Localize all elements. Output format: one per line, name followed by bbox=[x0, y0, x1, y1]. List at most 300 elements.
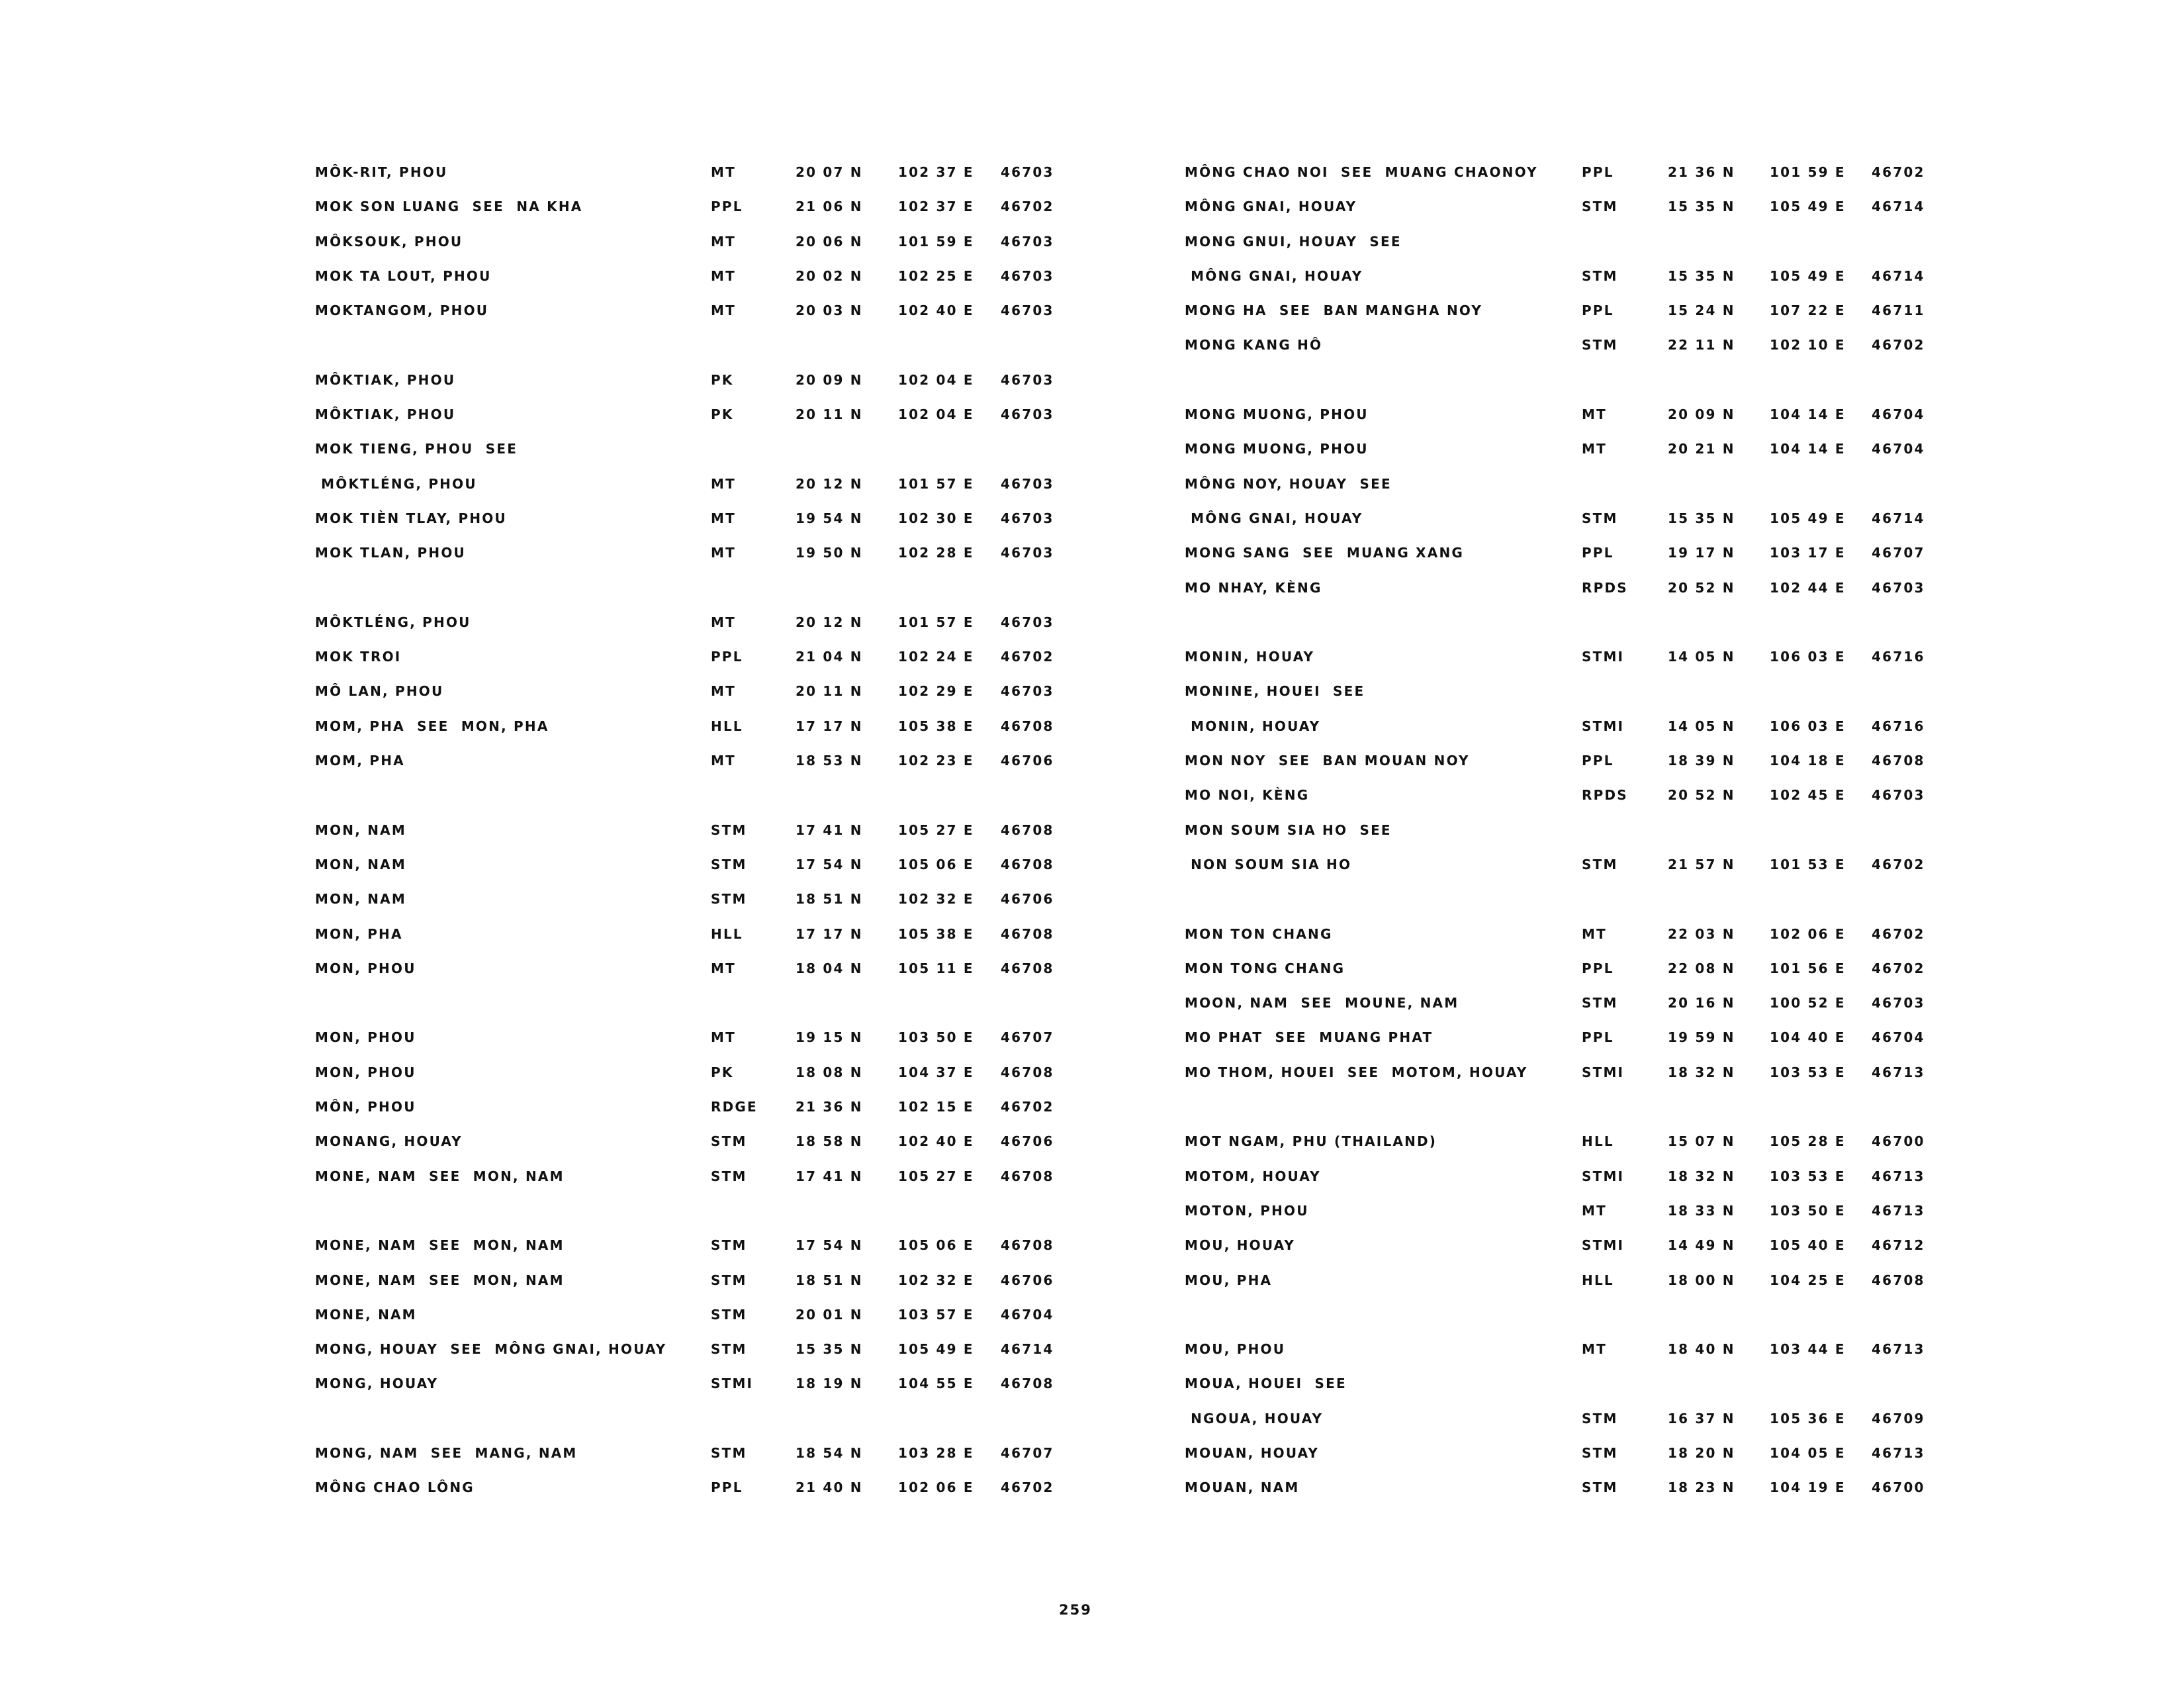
map-sheet: 46706 bbox=[1001, 1272, 1054, 1288]
latitude: 20 16 N bbox=[1668, 995, 1735, 1011]
latitude: 20 52 N bbox=[1668, 787, 1735, 804]
section-gap bbox=[1185, 361, 1946, 396]
map-sheet: 46702 bbox=[1872, 960, 1925, 976]
latitude: 14 05 N bbox=[1668, 649, 1735, 665]
map-sheet: 46713 bbox=[1872, 1168, 1925, 1184]
latitude: 18 54 N bbox=[796, 1444, 863, 1461]
map-sheet: 46714 bbox=[1872, 267, 1925, 284]
feature-class: PK bbox=[711, 1064, 734, 1080]
gazetteer-entry bbox=[315, 430, 1076, 465]
gazetteer-entry bbox=[315, 465, 1076, 500]
place-name: MOK TIÈN TLAY, PHOU bbox=[315, 510, 507, 526]
map-sheet: 46703 bbox=[1001, 233, 1054, 250]
gazetteer-entry bbox=[1185, 154, 1946, 188]
map-sheet: 46707 bbox=[1001, 1444, 1054, 1461]
place-name: MON, PHOU bbox=[315, 1029, 416, 1046]
gazetteer-entry bbox=[315, 1262, 1076, 1296]
latitude: 22 03 N bbox=[1668, 925, 1735, 942]
latitude: 19 50 N bbox=[796, 545, 863, 561]
latitude: 15 07 N bbox=[1668, 1133, 1735, 1150]
map-sheet: 46713 bbox=[1872, 1202, 1925, 1219]
longitude: 103 53 E bbox=[1770, 1168, 1846, 1184]
place-name: MOKTANGOM, PHOU bbox=[315, 303, 489, 319]
map-sheet: 46703 bbox=[1001, 371, 1054, 388]
feature-class: PPL bbox=[711, 1479, 743, 1496]
longitude: 102 04 E bbox=[898, 371, 974, 388]
latitude: 18 58 N bbox=[796, 1133, 863, 1150]
map-sheet: 46708 bbox=[1001, 856, 1054, 872]
gazetteer-entry bbox=[315, 500, 1076, 534]
gazetteer-entry bbox=[315, 846, 1076, 880]
map-sheet: 46700 bbox=[1872, 1479, 1925, 1496]
gazetteer-entry bbox=[1185, 1469, 1946, 1503]
latitude: 17 41 N bbox=[796, 821, 863, 838]
longitude: 103 44 E bbox=[1770, 1341, 1846, 1358]
feature-class: STM bbox=[711, 1306, 747, 1323]
place-name: MOTON, PHOU bbox=[1185, 1202, 1309, 1219]
latitude: 18 20 N bbox=[1668, 1444, 1735, 1461]
map-sheet: 46703 bbox=[1001, 303, 1054, 319]
place-name: MÔN, PHOU bbox=[315, 1099, 416, 1115]
map-sheet: 46708 bbox=[1001, 718, 1054, 734]
latitude: 18 33 N bbox=[1668, 1202, 1735, 1219]
longitude: 105 36 E bbox=[1770, 1410, 1846, 1427]
longitude: 103 17 E bbox=[1770, 545, 1846, 561]
map-sheet: 46711 bbox=[1872, 303, 1925, 319]
longitude: 102 06 E bbox=[898, 1479, 974, 1496]
gazetteer-entry bbox=[1185, 708, 1946, 742]
longitude: 101 53 E bbox=[1770, 856, 1846, 872]
longitude: 107 22 E bbox=[1770, 303, 1846, 319]
feature-class: MT bbox=[1582, 1341, 1607, 1358]
place-name: MO PHAT SEE MUANG PHAT bbox=[1185, 1029, 1433, 1046]
place-name: MONE, NAM SEE MON, NAM bbox=[315, 1272, 565, 1288]
longitude: 102 37 E bbox=[898, 199, 974, 215]
latitude: 18 04 N bbox=[796, 960, 863, 976]
place-name: MONG MUONG, PHOU bbox=[1185, 441, 1369, 457]
place-name: MÔKTIAK, PHOU bbox=[315, 406, 456, 423]
gazetteer-entry bbox=[1185, 534, 1946, 569]
longitude: 105 49 E bbox=[898, 1341, 974, 1358]
longitude: 106 03 E bbox=[1770, 649, 1846, 665]
map-sheet: 46716 bbox=[1872, 649, 1925, 665]
map-sheet: 46703 bbox=[1001, 510, 1054, 526]
feature-class: STM bbox=[711, 891, 747, 908]
gazetteer-entry bbox=[1185, 742, 1946, 776]
place-name: MÔ LAN, PHOU bbox=[315, 683, 444, 700]
longitude: 102 28 E bbox=[898, 545, 974, 561]
gazetteer-entry bbox=[1185, 258, 1946, 292]
latitude: 17 41 N bbox=[796, 1168, 863, 1184]
place-name: MON SOUM SIA HO SEE bbox=[1185, 821, 1392, 838]
feature-class: MT bbox=[711, 753, 736, 769]
feature-class: STM bbox=[711, 1272, 747, 1288]
feature-class: MT bbox=[1582, 925, 1607, 942]
latitude: 20 09 N bbox=[1668, 406, 1735, 423]
map-sheet: 46703 bbox=[1001, 614, 1054, 630]
map-sheet: 46704 bbox=[1001, 1306, 1054, 1323]
map-sheet: 46702 bbox=[1001, 649, 1054, 665]
map-sheet: 46703 bbox=[1872, 995, 1925, 1011]
gazetteer-entry bbox=[315, 708, 1076, 742]
map-sheet: 46703 bbox=[1001, 545, 1054, 561]
feature-class: MT bbox=[711, 475, 736, 492]
longitude: 101 59 E bbox=[1770, 164, 1846, 180]
longitude: 103 50 E bbox=[898, 1029, 974, 1046]
place-name: MONE, NAM SEE MON, NAM bbox=[315, 1237, 565, 1254]
longitude: 105 06 E bbox=[898, 856, 974, 872]
feature-class: MT bbox=[711, 303, 736, 319]
place-name: MONG, HOUAY SEE MÔNG GNAI, HOUAY bbox=[315, 1341, 667, 1358]
feature-class: STMI bbox=[1582, 1168, 1625, 1184]
feature-class: MT bbox=[711, 614, 736, 630]
place-name: MONIN, HOUAY bbox=[1185, 649, 1315, 665]
place-name: MÔNG CHAO LÔNG bbox=[315, 1479, 475, 1496]
feature-class: STMI bbox=[1582, 1064, 1625, 1080]
feature-class: PPL bbox=[1582, 303, 1614, 319]
gazetteer-entry bbox=[1185, 1054, 1946, 1088]
feature-class: PPL bbox=[1582, 960, 1614, 976]
feature-class: STM bbox=[711, 1341, 747, 1358]
map-sheet: 46708 bbox=[1001, 821, 1054, 838]
place-name: MOK TIENG, PHOU SEE bbox=[315, 441, 518, 457]
map-sheet: 46708 bbox=[1872, 1272, 1925, 1288]
place-name: MON, PHOU bbox=[315, 960, 416, 976]
feature-class: STMI bbox=[711, 1376, 754, 1392]
feature-class: MT bbox=[711, 233, 736, 250]
gazetteer-entry bbox=[315, 880, 1076, 915]
map-sheet: 46708 bbox=[1001, 1237, 1054, 1254]
map-sheet: 46703 bbox=[1001, 475, 1054, 492]
map-sheet: 46706 bbox=[1001, 753, 1054, 769]
place-name: MON TONG CHANG bbox=[1185, 960, 1345, 976]
longitude: 104 40 E bbox=[1770, 1029, 1846, 1046]
latitude: 17 54 N bbox=[796, 856, 863, 872]
gazetteer-entry bbox=[1185, 1434, 1946, 1469]
feature-class: MT bbox=[711, 164, 736, 180]
map-sheet: 46703 bbox=[1001, 267, 1054, 284]
map-sheet: 46702 bbox=[1872, 337, 1925, 353]
longitude: 104 05 E bbox=[1770, 1444, 1846, 1461]
gazetteer-entry bbox=[315, 534, 1076, 569]
latitude: 18 51 N bbox=[796, 891, 863, 908]
place-name: MOK TA LOUT, PHOU bbox=[315, 267, 492, 284]
latitude: 18 08 N bbox=[796, 1064, 863, 1080]
gazetteer-entry bbox=[1185, 1019, 1946, 1053]
longitude: 105 40 E bbox=[1770, 1237, 1846, 1254]
gazetteer-entry bbox=[315, 950, 1076, 984]
place-name: MO THOM, HOUEI SEE MOTOM, HOUAY bbox=[1185, 1064, 1528, 1080]
latitude: 15 35 N bbox=[1668, 199, 1735, 215]
place-name: MOK TROI bbox=[315, 649, 402, 665]
gazetteer-entry bbox=[315, 292, 1076, 326]
latitude: 18 39 N bbox=[1668, 753, 1735, 769]
place-name: MON, PHOU bbox=[315, 1064, 416, 1080]
latitude: 18 00 N bbox=[1668, 1272, 1735, 1288]
longitude: 102 40 E bbox=[898, 303, 974, 319]
longitude: 104 18 E bbox=[1770, 753, 1846, 769]
latitude: 18 53 N bbox=[796, 753, 863, 769]
longitude: 101 57 E bbox=[898, 614, 974, 630]
feature-class: STM bbox=[711, 1444, 747, 1461]
gazetteer-entry bbox=[315, 812, 1076, 846]
latitude: 22 11 N bbox=[1668, 337, 1735, 353]
map-sheet: 46704 bbox=[1872, 406, 1925, 423]
gazetteer-entry bbox=[1185, 396, 1946, 430]
latitude: 20 52 N bbox=[1668, 579, 1735, 596]
feature-class: STM bbox=[1582, 856, 1618, 872]
map-sheet: 46703 bbox=[1001, 406, 1054, 423]
place-name: MÔKTLÉNG, PHOU bbox=[315, 475, 477, 492]
gazetteer-entry bbox=[315, 604, 1076, 638]
gazetteer-entry bbox=[1185, 846, 1946, 880]
latitude: 20 03 N bbox=[796, 303, 863, 319]
feature-class: STM bbox=[711, 1133, 747, 1150]
feature-class: STMI bbox=[1582, 649, 1625, 665]
latitude: 20 07 N bbox=[796, 164, 863, 180]
place-name: MOM, PHA SEE MON, PHA bbox=[315, 718, 549, 734]
gazetteer-entry bbox=[1185, 326, 1946, 361]
feature-class: MT bbox=[711, 683, 736, 700]
latitude: 21 06 N bbox=[796, 199, 863, 215]
place-name: MONG MUONG, PHOU bbox=[1185, 406, 1369, 423]
place-name: MOU, PHA bbox=[1185, 1272, 1273, 1288]
map-sheet: 46707 bbox=[1872, 545, 1925, 561]
place-name: MOTOM, HOUAY bbox=[1185, 1168, 1321, 1184]
gazetteer-entry bbox=[1185, 1227, 1946, 1261]
place-name: MON, PHA bbox=[315, 925, 403, 942]
feature-class: HLL bbox=[711, 718, 743, 734]
map-sheet: 46714 bbox=[1872, 510, 1925, 526]
map-sheet: 46703 bbox=[1872, 579, 1925, 596]
place-name: MOON, NAM SEE MOUNE, NAM bbox=[1185, 995, 1459, 1011]
place-name: MÔNG GNAI, HOUAY bbox=[1185, 199, 1357, 215]
section-gap bbox=[315, 776, 1076, 811]
feature-class: MT bbox=[711, 1029, 736, 1046]
map-sheet: 46702 bbox=[1001, 1099, 1054, 1115]
place-name: NON SOUM SIA HO bbox=[1185, 856, 1352, 872]
longitude: 102 40 E bbox=[898, 1133, 974, 1150]
longitude: 104 37 E bbox=[898, 1064, 974, 1080]
longitude: 105 49 E bbox=[1770, 510, 1846, 526]
map-sheet: 46708 bbox=[1872, 753, 1925, 769]
gazetteer-entry bbox=[1185, 1400, 1946, 1434]
latitude: 17 54 N bbox=[796, 1237, 863, 1254]
place-name: MON, NAM bbox=[315, 891, 406, 908]
place-name: MONG GNUI, HOUAY SEE bbox=[1185, 233, 1402, 250]
gazetteer-entry bbox=[315, 1331, 1076, 1365]
feature-class: STM bbox=[1582, 1444, 1618, 1461]
feature-class: STM bbox=[1582, 1479, 1618, 1496]
section-gap bbox=[315, 569, 1076, 604]
gazetteer-entry bbox=[315, 1123, 1076, 1157]
gazetteer-entry bbox=[1185, 1365, 1946, 1399]
latitude: 20 11 N bbox=[796, 406, 863, 423]
section-gap bbox=[315, 1400, 1076, 1434]
gazetteer-entry bbox=[315, 258, 1076, 292]
feature-class: PK bbox=[711, 371, 734, 388]
place-name: MONG, HOUAY bbox=[315, 1376, 439, 1392]
latitude: 21 04 N bbox=[796, 649, 863, 665]
place-name: MÔKTIAK, PHOU bbox=[315, 371, 456, 388]
place-name: MÔNG NOY, HOUAY SEE bbox=[1185, 475, 1392, 492]
gazetteer-entry bbox=[1185, 915, 1946, 950]
latitude: 19 17 N bbox=[1668, 545, 1735, 561]
feature-class: HLL bbox=[711, 925, 743, 942]
feature-class: PPL bbox=[711, 199, 743, 215]
place-name: MON NOY SEE BAN MOUAN NOY bbox=[1185, 753, 1470, 769]
gazetteer-entry bbox=[1185, 569, 1946, 604]
feature-class: STM bbox=[1582, 267, 1618, 284]
feature-class: RPDS bbox=[1582, 787, 1628, 804]
longitude: 102 24 E bbox=[898, 649, 974, 665]
map-sheet: 46703 bbox=[1001, 164, 1054, 180]
place-name: MONE, NAM bbox=[315, 1306, 417, 1323]
place-name: MO NHAY, KÈNG bbox=[1185, 579, 1322, 596]
gazetteer-entry bbox=[1185, 638, 1946, 673]
longitude: 101 56 E bbox=[1770, 960, 1846, 976]
latitude: 20 12 N bbox=[796, 614, 863, 630]
longitude: 103 57 E bbox=[898, 1306, 974, 1323]
place-name: MONG HA SEE BAN MANGHA NOY bbox=[1185, 303, 1483, 319]
map-sheet: 46702 bbox=[1872, 925, 1925, 942]
longitude: 106 03 E bbox=[1770, 718, 1846, 734]
gazetteer-entry bbox=[315, 188, 1076, 222]
longitude: 102 06 E bbox=[1770, 925, 1846, 942]
map-sheet: 46704 bbox=[1872, 441, 1925, 457]
feature-class: HLL bbox=[1582, 1272, 1614, 1288]
section-gap bbox=[1185, 1296, 1946, 1331]
left-column bbox=[315, 154, 1076, 1504]
gazetteer-entry bbox=[1185, 776, 1946, 811]
latitude: 19 15 N bbox=[796, 1029, 863, 1046]
map-sheet: 46708 bbox=[1001, 1168, 1054, 1184]
feature-class: STM bbox=[1582, 995, 1618, 1011]
feature-class: HLL bbox=[1582, 1133, 1614, 1150]
section-gap bbox=[1185, 1088, 1946, 1123]
latitude: 20 09 N bbox=[796, 371, 863, 388]
feature-class: MT bbox=[711, 510, 736, 526]
gazetteer-entry bbox=[1185, 984, 1946, 1019]
place-name: MÔKTLÉNG, PHOU bbox=[315, 614, 471, 630]
section-gap bbox=[315, 1192, 1076, 1227]
gazetteer-entry bbox=[1185, 812, 1946, 846]
latitude: 17 17 N bbox=[796, 718, 863, 734]
place-name: MONIN, HOUAY bbox=[1185, 718, 1321, 734]
map-sheet: 46702 bbox=[1872, 164, 1925, 180]
map-sheet: 46702 bbox=[1001, 1479, 1054, 1496]
map-sheet: 46709 bbox=[1872, 1410, 1925, 1427]
map-sheet: 46706 bbox=[1001, 1133, 1054, 1150]
longitude: 102 29 E bbox=[898, 683, 974, 700]
longitude: 105 06 E bbox=[898, 1237, 974, 1254]
map-sheet: 46716 bbox=[1872, 718, 1925, 734]
gazetteer-entry bbox=[315, 1469, 1076, 1503]
feature-class: MT bbox=[1582, 406, 1607, 423]
gazetteer-entry bbox=[1185, 1262, 1946, 1296]
longitude: 102 32 E bbox=[898, 1272, 974, 1288]
map-sheet: 46708 bbox=[1001, 1376, 1054, 1392]
place-name: MÔNG GNAI, HOUAY bbox=[1185, 267, 1363, 284]
longitude: 101 59 E bbox=[898, 233, 974, 250]
latitude: 20 21 N bbox=[1668, 441, 1735, 457]
map-sheet: 46713 bbox=[1872, 1341, 1925, 1358]
latitude: 18 23 N bbox=[1668, 1479, 1735, 1496]
place-name: MONG SANG SEE MUANG XANG bbox=[1185, 545, 1465, 561]
gazetteer-entry bbox=[1185, 1331, 1946, 1365]
gazetteer-entry bbox=[1185, 673, 1946, 707]
latitude: 19 59 N bbox=[1668, 1029, 1735, 1046]
place-name: MONG, NAM SEE MANG, NAM bbox=[315, 1444, 578, 1461]
longitude: 105 27 E bbox=[898, 821, 974, 838]
longitude: 104 14 E bbox=[1770, 406, 1846, 423]
gazetteer-entry bbox=[315, 1365, 1076, 1399]
latitude: 20 01 N bbox=[796, 1306, 863, 1323]
latitude: 18 51 N bbox=[796, 1272, 863, 1288]
latitude: 18 32 N bbox=[1668, 1168, 1735, 1184]
gazetteer-entry bbox=[1185, 1123, 1946, 1157]
longitude: 102 44 E bbox=[1770, 579, 1846, 596]
gazetteer-entry bbox=[315, 1054, 1076, 1088]
longitude: 102 37 E bbox=[898, 164, 974, 180]
right-column bbox=[1185, 154, 1946, 1504]
latitude: 21 57 N bbox=[1668, 856, 1735, 872]
page-number: 259 bbox=[1059, 1602, 1092, 1618]
place-name: MOUA, HOUEI SEE bbox=[1185, 1376, 1347, 1392]
longitude: 104 25 E bbox=[1770, 1272, 1846, 1288]
feature-class: STM bbox=[1582, 337, 1618, 353]
place-name: MOU, PHOU bbox=[1185, 1341, 1286, 1358]
place-name: MOK SON LUANG SEE NA KHA bbox=[315, 199, 583, 215]
map-sheet: 46713 bbox=[1872, 1444, 1925, 1461]
place-name: MÔK-RIT, PHOU bbox=[315, 164, 448, 180]
feature-class: PPL bbox=[1582, 753, 1614, 769]
place-name: MONANG, HOUAY bbox=[315, 1133, 463, 1150]
feature-class: MT bbox=[711, 960, 736, 976]
feature-class: STM bbox=[1582, 510, 1618, 526]
longitude: 102 45 E bbox=[1770, 787, 1846, 804]
map-sheet: 46707 bbox=[1001, 1029, 1054, 1046]
map-sheet: 46700 bbox=[1872, 1133, 1925, 1150]
gazetteer-entry bbox=[315, 673, 1076, 707]
map-sheet: 46708 bbox=[1001, 925, 1054, 942]
feature-class: RDGE bbox=[711, 1099, 758, 1115]
latitude: 18 40 N bbox=[1668, 1341, 1735, 1358]
gazetteer-entry bbox=[315, 1227, 1076, 1261]
place-name: MOK TLAN, PHOU bbox=[315, 545, 466, 561]
longitude: 104 55 E bbox=[898, 1376, 974, 1392]
latitude: 18 19 N bbox=[796, 1376, 863, 1392]
latitude: 20 12 N bbox=[796, 475, 863, 492]
place-name: MOUAN, HOUAY bbox=[1185, 1444, 1320, 1461]
map-sheet: 46714 bbox=[1001, 1341, 1054, 1358]
feature-class: STMI bbox=[1582, 718, 1625, 734]
latitude: 19 54 N bbox=[796, 510, 863, 526]
map-sheet: 46704 bbox=[1872, 1029, 1925, 1046]
gazetteer-entry bbox=[315, 396, 1076, 430]
feature-class: MT bbox=[1582, 1202, 1607, 1219]
feature-class: STM bbox=[711, 856, 747, 872]
longitude: 104 14 E bbox=[1770, 441, 1846, 457]
place-name: MÔNG CHAO NOI SEE MUANG CHAONOY bbox=[1185, 164, 1538, 180]
latitude: 15 35 N bbox=[796, 1341, 863, 1358]
latitude: 20 02 N bbox=[796, 267, 863, 284]
place-name: MOT NGAM, PHU (THAILAND) bbox=[1185, 1133, 1437, 1150]
map-sheet: 46702 bbox=[1001, 199, 1054, 215]
gazetteer-entry bbox=[315, 915, 1076, 950]
longitude: 105 38 E bbox=[898, 925, 974, 942]
gazetteer-entry bbox=[1185, 292, 1946, 326]
